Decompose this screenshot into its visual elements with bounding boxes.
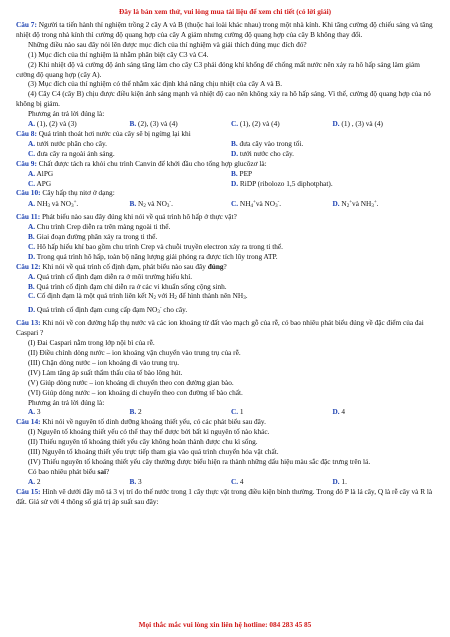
option-b: B. 2 [129,407,142,417]
option-a: A. AlPG [28,168,54,178]
question-8-options-row2 [16,149,434,159]
question-7-line: (2) Khi nhiệt độ và cường độ ánh sáng tăng làm cho cây C3 phải đóng khí khổng để chống mất nước nên xảy ra hô hấp sáng làm giảm cường độ quang hợp (cây A). [16,59,420,79]
question-13-line: Phương án trả lời đúng là: [28,397,105,407]
question-13-line: (I) Đai Caspari nằm trong lớp nội bì của rễ. [28,338,155,348]
option-b: B. Giai đoạn đường phân xảy ra trong ti thể. [28,232,158,242]
question-10-options [16,198,434,212]
option-c: C. đưa cây ra ngoài ánh sáng. [28,148,115,158]
question-7-line: (4) Cây C4 (cây B) chịu được điều kiện ánh sáng mạnh và nhiệt độ cao nên không xảy ra hô hấp sáng. Vì thế, cường độ quang hợp của nó không bị giảm. [16,89,431,109]
option-d: D. Trong quá trình hô hấp, toàn bộ năng lượng giải phóng ra được tích lũy trong ATP. [28,251,278,261]
question-15-text: Hình vẽ dưới đây mô tả 3 vị trí đo thế nước trong 1 cây thực vật trong điều kiện bình thường. Trong đó P là lá cây, Q là rễ cây và R là đất. Giả sử với 4 thông số giá trị áp suất sau đây: [16,486,433,506]
question-9-text: Chất được tách ra khỏi chu trình Canvin để khởi đầu cho tổng hợp glucôzơ là: [36,158,267,168]
question-10-label: Câu 10: [16,188,41,198]
question-14-label: Câu 14: [16,417,41,427]
question-9 [16,159,434,169]
question-8 [16,129,434,139]
question-14 [16,417,434,427]
option-b: B. Quá trình cố định đạm chỉ diễn ra ở các vi khuẩn sống cộng sinh. [28,281,227,291]
question-10 [16,188,434,198]
question-12-text: Khi nói về quá trình cố định đạm, phát biểu nào sau đây [40,261,208,271]
option-c: C. APG [28,178,52,188]
question-11-text: Phát biểu nào sau đây đúng khi nói về quá trình hô hấp ở thực vật? [40,212,237,222]
option-c: C. Hô hấp hiếu khí bao gồm chu trình Crep và chuỗi truyền electron xảy ra trong ti thể. [28,241,283,251]
question-12-label: Câu 12: [16,261,41,271]
option-b: B. (2), (3) và (4) [129,119,178,129]
option-d: D. (1) , (3) và (4) [332,119,383,129]
question-14-options [16,477,434,487]
option-c: C. 4 [231,476,244,486]
question-15-label: Câu 15: [16,486,41,496]
option-a: A. tưới nước phân cho cây. [28,138,107,148]
question-7-text: Người ta tiến hành thí nghiệm trồng 2 cây A và B (thuộc hai loài khác nhau) trong một nhà kính. Khi tăng cường độ chiếu sáng và tăng nhiệt độ trong nhà kính thì cường độ quang hợp của cây A giảm nhưng cường độ quang hợp của cây B không thay đổi. [16,20,433,39]
question-8-text: Quá trình thoát hơi nước của cây sẽ bị ngừng lại khi [36,128,191,138]
option-d: D. 1. [332,476,347,486]
question-13-line: (III) Chặn dòng nước – ion khoáng đi vào trung trụ. [28,357,180,367]
question-7-label: Câu 7: [16,20,37,29]
question-8-label: Câu 8: [16,128,37,138]
question-13-text: Khi nói về con đường hấp thụ nước và các ion khoáng từ đất vào mạch gỗ của rễ, có bao nhiêu phát biểu đúng về đặc điểm của đai Caspari ? [16,318,424,338]
option-a: A. Quá trình cố định đạm diễn ra ở môi trường hiếu khí. [28,271,193,281]
option-c: C. $NH_4^+và$ $NO_3^-$. [231,199,282,210]
question-14-text: Khi nói về nguyên tố dinh dưỡng khoáng thiết yếu, có các phát biểu sau đây. [40,417,266,427]
question-7-line: Những điều nào sau đây nói lên được mục đích của thí nghiệm và giải thích đúng mục đích đó? [28,39,307,49]
question-7-line: (1) Mục đích của thí nghiệm là nhằm phân biệt cây C3 và C4. [28,49,209,59]
question-14-line: (I) Nguyên tố khoáng thiết yếu có thể thay thế được bởi bất kì nguyên tố nào khác. [28,427,270,437]
option-a: A. (1), (2) và (3) [28,119,77,129]
question-13-line: (II) Điều chỉnh dòng nước – ion khoáng vận chuyển vào trung trụ của rễ. [28,348,241,357]
question-14-line: (IV) Thiếu nguyên tố khoáng thiết yếu cây thường được biểu hiện ra thành những dấu hiệu màu sắc đặc trưng trên lá. [28,456,371,466]
option-d: D. RiDP (ribolozo 1,5 diphotphat). [231,178,333,188]
question-13-line: (V) Giúp dòng nước – ion khoáng di chuyển theo con đường gian bào. [28,377,234,387]
question-10-text: Cây hấp thụ nitơ ở dạng: [40,188,115,198]
option-d: D. Quá trình cố định đạm cung cấp đạm $NO_3^-$ cho cây. [28,305,188,316]
question-13 [16,318,434,338]
option-c: C. 1 [231,407,244,417]
hotline-footer: Mọi thắc mắc vui lòng xin liên hệ hotline: 084 283 45 85 [138,620,312,629]
question-11 [16,212,434,222]
question-15 [16,487,434,507]
question-9-label: Câu 9: [16,158,37,168]
option-b: B. PEP [231,168,253,178]
question-7-line: Phương án trả lời đúng là: [28,109,105,119]
option-d: D. 4 [332,407,346,417]
option-c: C. Cố định đạm là một quá trình liên kết $N_2$ với $H_2$ để hình thành nên $NH_3$. [28,291,248,302]
question-13-options [16,407,434,417]
option-b: B. đưa cây vào trong tối. [231,138,304,148]
question-13-line: (IV) Làm tăng áp suất thẩm thấu của tế bào lông hút. [28,367,183,377]
question-8-options-row1 [16,139,434,149]
option-a: A. 2 [28,476,41,486]
question-13-line: (VI) Giúp dòng nước – ion khoáng di chuyển theo con đường tế bào chất. [28,387,243,397]
option-d: D. tưới nước cho cây. [231,148,294,158]
question-13-label: Câu 13: [16,318,41,328]
question-7-options [16,119,434,129]
option-c: C. (1), (2) và (4) [231,119,280,129]
question-12: Câu 12: Khi nói về quá trình cố định đạm, phát biểu nào sau đây đúng? [16,261,227,271]
question-14-line: (II) Thiếu nguyên tố khoáng thiết yếu cây không hoàn thành được chu kì sống. [28,437,258,447]
question-14-line: (III) Nguyên tố khoáng thiết yếu trực tiếp tham gia vào quá trình chuyển hóa vật chất. [28,447,279,457]
option-a: A. $NH_3$ và $NO_3^+$. [28,199,79,210]
option-a: A. Chu trình Crep diễn ra trên màng ngoài ti thể. [28,222,171,232]
option-b: B. 3 [129,476,142,486]
preview-header: Đây là bản xem thử, vui lòng mua tài liệu để xem chi tiết (có lời giải) [118,7,332,16]
option-b: B. $N_2$ và $NO_3^-$. [129,199,173,210]
question-14-ask: Có bao nhiêu phát biểu sai? [28,466,110,476]
option-a: A. 3 [28,407,41,417]
question-7-line: (3) Mục đích của thí nghiệm có thể nhằm xác định khả năng chịu nhiệt của cây A và B. [28,79,283,89]
question-11-label: Câu 11: [16,212,41,222]
question-9-options-row2 [16,179,434,189]
option-d: D. $N_2^+và$ $NH_3^+$. [332,199,379,210]
question-7 [16,20,434,40]
question-9-options-row1 [16,169,434,179]
